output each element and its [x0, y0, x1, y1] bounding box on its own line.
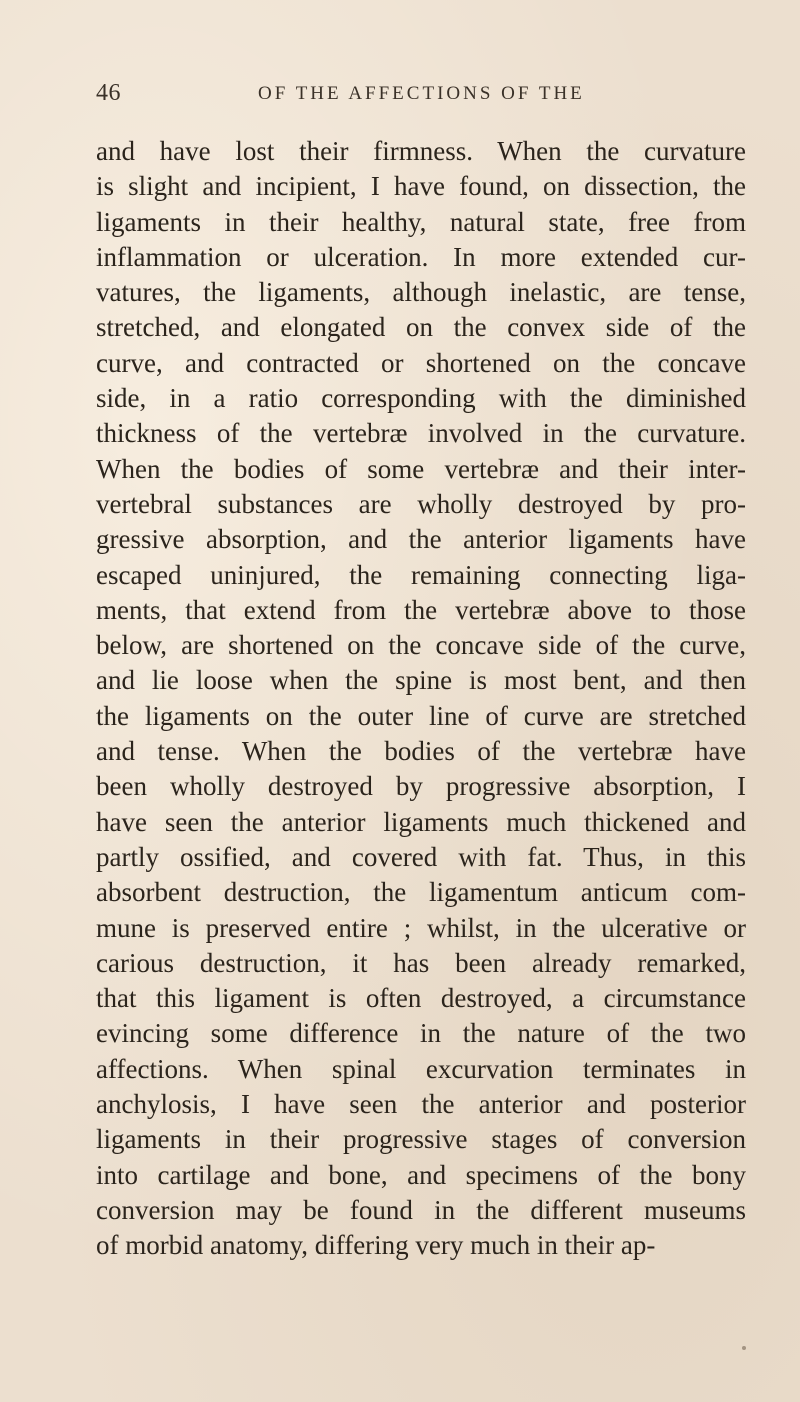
text-line: gressive absorption, and the anterior ligaments have	[96, 524, 746, 555]
text-line: side, in a ratio corresponding with the diminished	[96, 383, 746, 414]
ink-speck	[742, 1346, 746, 1350]
running-title: OF THE AFFECTIONS OF THE	[258, 83, 585, 104]
text-line: carious destruction, it has been already remarked,	[96, 947, 746, 978]
text-line: inflammation or ulceration. In more extended cur-	[96, 241, 746, 272]
text-line: and have lost their firmness. When the curvature	[96, 136, 746, 166]
text-line: thickness of the vertebræ involved in the curvature.	[96, 418, 746, 449]
text-line: of morbid anatomy, differing very much in their ap-	[96, 1230, 656, 1261]
text-line: absorbent destruction, the ligamentum anticum com-	[96, 877, 746, 908]
text-line: the ligaments on the outer line of curve are stretched	[96, 700, 746, 731]
text-line: stretched, and elongated on the convex side of the	[96, 312, 746, 343]
text-line: into cartilage and bone, and specimens of the bony	[96, 1159, 746, 1190]
text-line: escaped uninjured, the remaining connecting liga-	[96, 559, 746, 590]
text-line: that this ligament is often destroyed, a circumstance	[96, 983, 746, 1014]
running-head	[96, 80, 716, 114]
text-line: conversion may be found in the different museums	[96, 1194, 746, 1225]
text-line: been wholly destroyed by progressive absorption, I	[96, 771, 746, 802]
text-line: is slight and incipient, I have found, on dissection, the	[96, 171, 746, 202]
body-text	[96, 134, 746, 1264]
text-line: vatures, the ligaments, although inelastic, are tense,	[96, 277, 746, 308]
text-line: and tense. When the bodies of the vertebræ have	[96, 736, 746, 767]
page-number: 46	[96, 80, 121, 106]
text-line: below, are shortened on the concave side of the curve,	[96, 630, 746, 661]
text-line: evincing some difference in the nature of the two	[96, 1018, 746, 1049]
text-line: ments, that extend from the vertebræ above to those	[96, 594, 746, 625]
text-line: curve, and contracted or shortened on the concave	[96, 347, 746, 378]
text-line: partly ossified, and covered with fat. Thus, in this	[96, 841, 746, 872]
text-line: and lie loose when the spine is most bent, and then	[96, 665, 746, 696]
text-line: affections. When spinal excurvation terminates in	[96, 1053, 746, 1084]
text-line: ligaments in their progressive stages of conversion	[96, 1124, 746, 1155]
text-line: mune is preserved entire ; whilst, in the ulcerative or	[96, 912, 746, 943]
text-line: vertebral substances are wholly destroyed by pro-	[96, 488, 746, 519]
text-line: When the bodies of some vertebræ and their inter-	[96, 453, 746, 484]
text-line: ligaments in their healthy, natural state, free from	[96, 206, 746, 237]
text-line: have seen the anterior ligaments much thickened and	[96, 806, 746, 837]
text-line: anchylosis, I have seen the anterior and posterior	[96, 1089, 746, 1120]
